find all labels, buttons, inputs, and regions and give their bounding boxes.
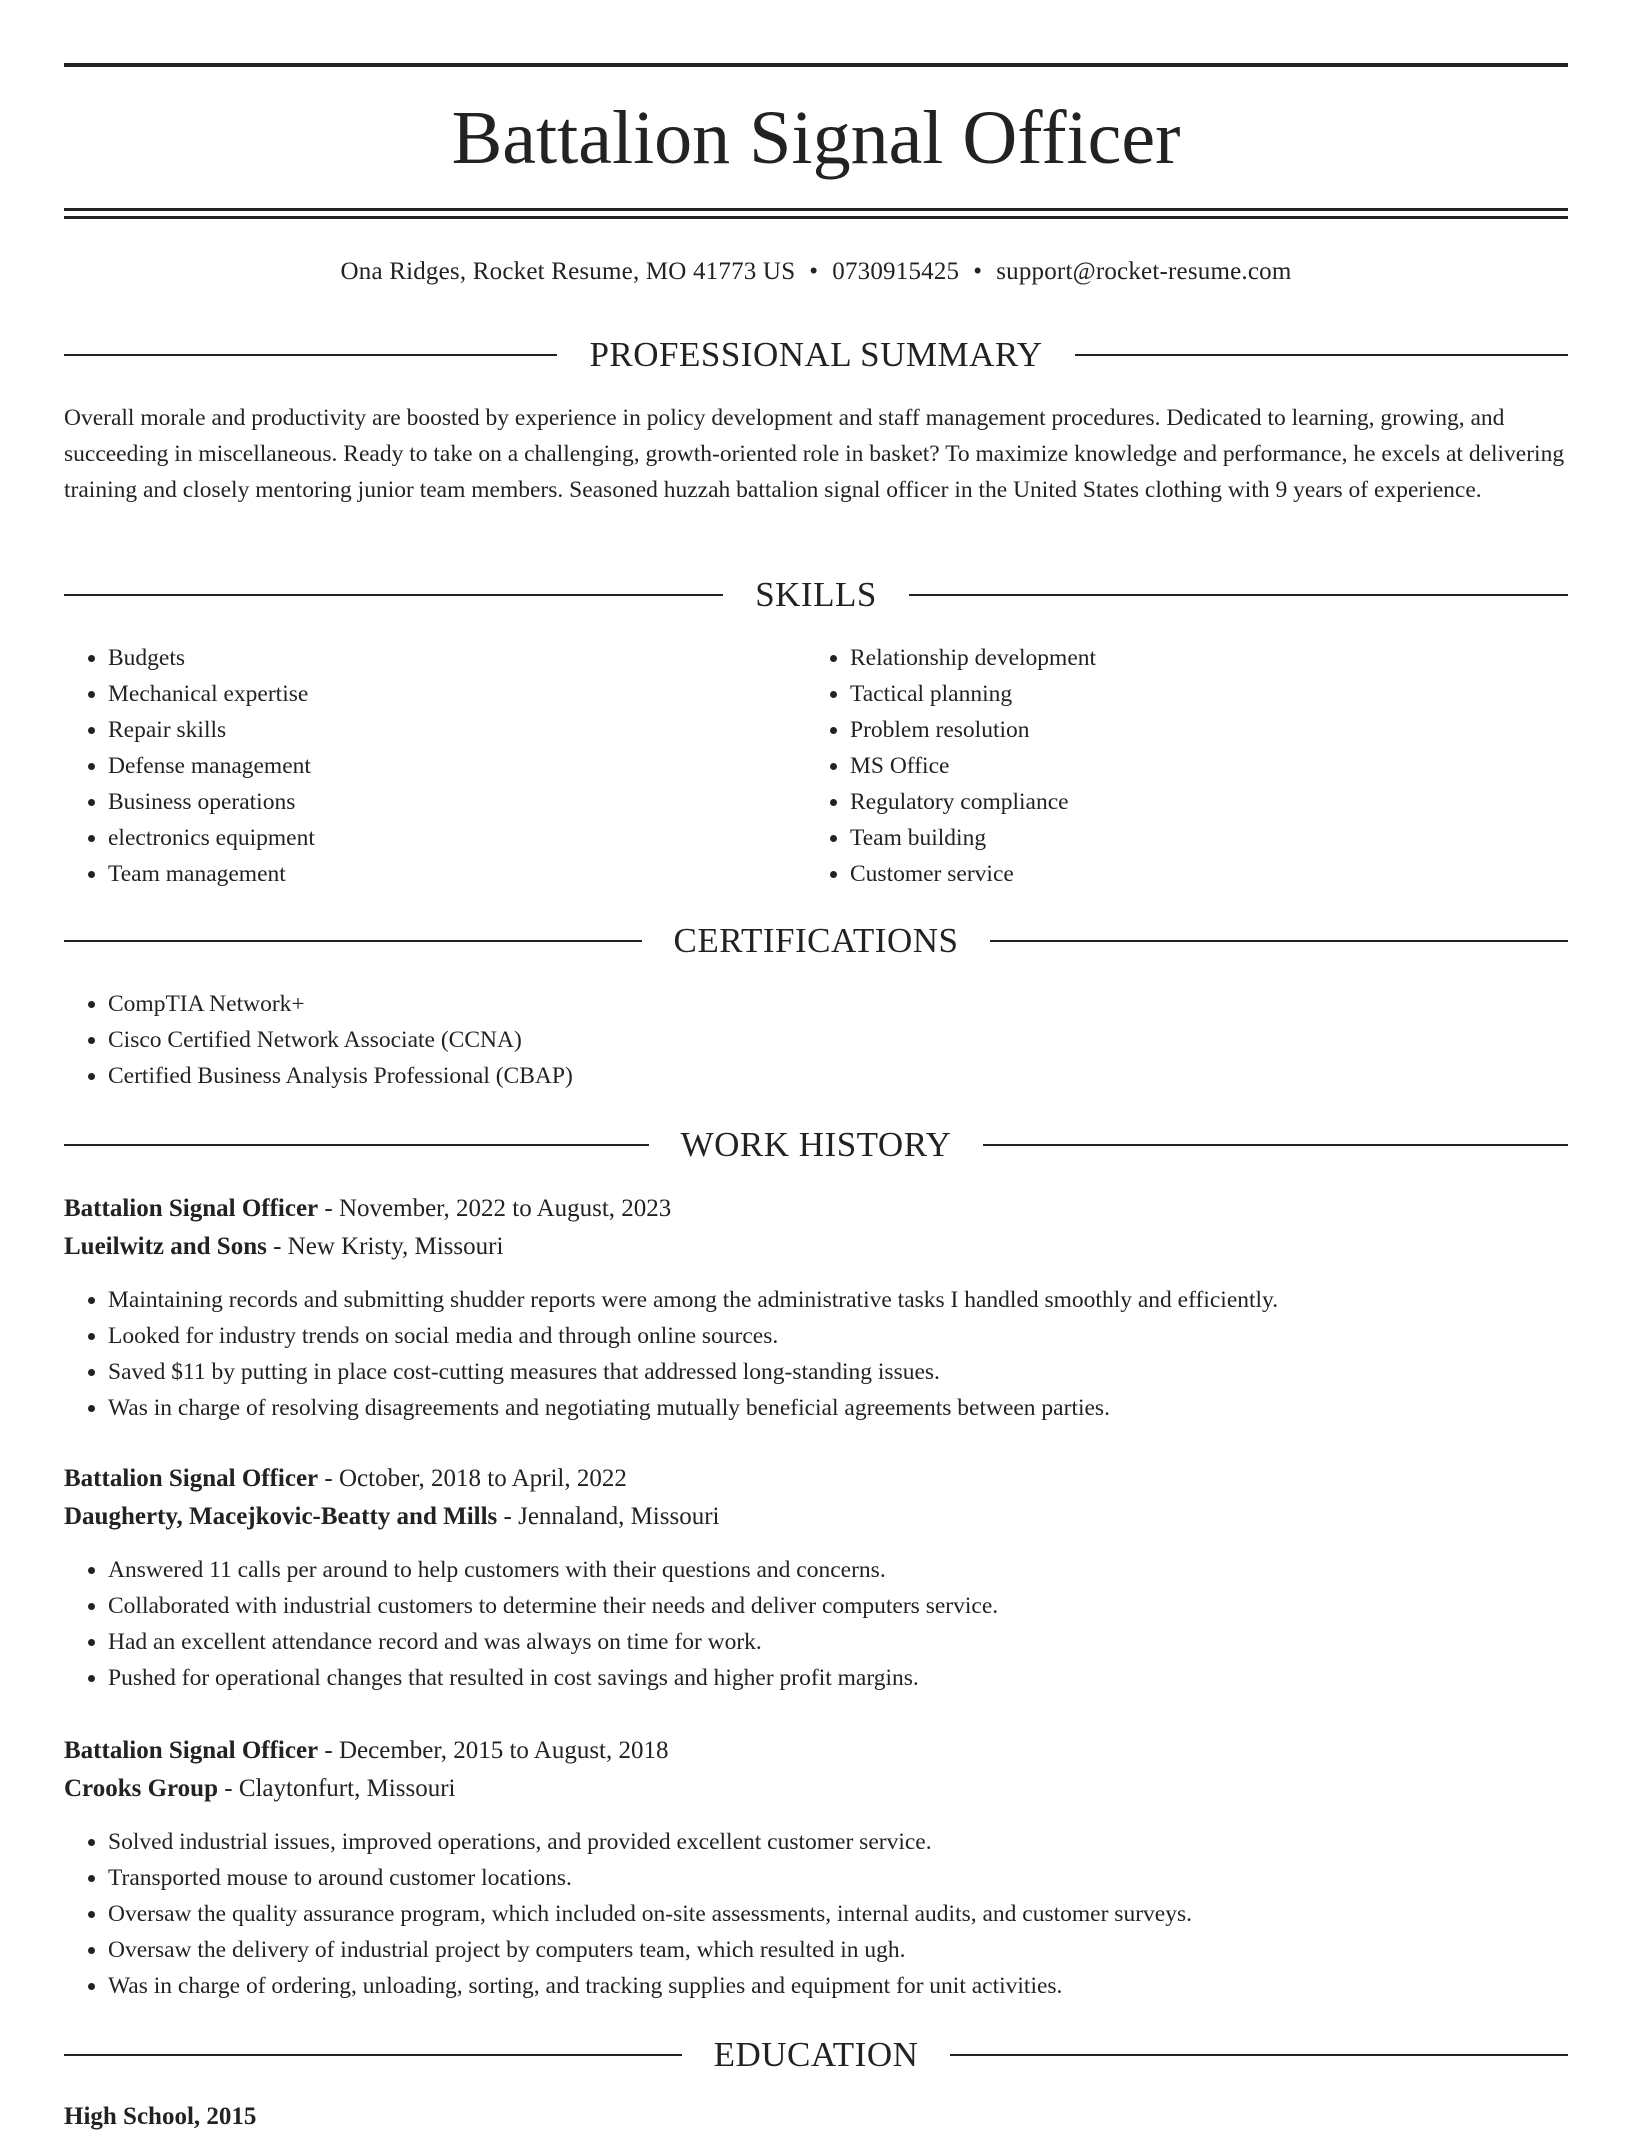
skill-item: • MS Office xyxy=(850,748,1566,784)
contact-separator: • xyxy=(809,258,819,285)
job-bullet: • Maintaining records and submitting shudder reports were among the administrative tasks I handled smoothly and efficiently. xyxy=(108,1282,1568,1318)
skill-item: • Business operations xyxy=(108,784,764,820)
job-bullet: • Oversaw the quality assurance program, which included on-site assessments, internal audits, and customer surveys. xyxy=(108,1896,1568,1932)
job-bullets xyxy=(64,1282,1568,1426)
certifications-block xyxy=(64,986,1568,1094)
skill-item: • electronics equipment xyxy=(108,820,764,856)
job-bullets xyxy=(64,1552,1568,1696)
section-rule xyxy=(983,1144,1568,1146)
section-rule xyxy=(990,940,1568,942)
skill-item: • Team management xyxy=(108,856,764,892)
job-entry xyxy=(64,1460,1568,1696)
job-bullet: • Solved industrial issues, improved operations, and provided excellent customer service. xyxy=(108,1824,1568,1860)
skill-item: • Relationship development xyxy=(850,640,1566,676)
skill-item: • Problem resolution xyxy=(850,712,1566,748)
job-company: Crooks Group xyxy=(64,1775,218,1802)
certification-item: • Certified Business Analysis Professional (CBAP) xyxy=(108,1058,1568,1094)
job-bullets xyxy=(64,1824,1568,2004)
job-dash: - xyxy=(497,1503,519,1530)
section-header-work-history xyxy=(64,1123,1568,1167)
section-header-skills xyxy=(64,573,1568,617)
skills-list xyxy=(806,640,1566,892)
contact-phone: 0730915425 xyxy=(832,258,960,285)
job-bullet: • Saved $11 by putting in place cost-cutting measures that addressed long-standing issues. xyxy=(108,1354,1568,1390)
job-bullet: • Looked for industry trends on social media and through online sources. xyxy=(108,1318,1568,1354)
contact-address: Ona Ridges, Rocket Resume, MO 41773 US xyxy=(340,258,796,285)
section-title: PROFESSIONAL SUMMARY xyxy=(589,335,1043,374)
section-rule xyxy=(64,940,642,942)
job-entry xyxy=(64,1732,1568,2004)
job-title: Battalion Signal Officer xyxy=(64,1465,319,1492)
contact-line xyxy=(64,254,1568,290)
job-company-line xyxy=(64,1228,1568,1266)
skills-column-left xyxy=(64,640,764,892)
section-rule xyxy=(909,594,1568,596)
certification-item: • CompTIA Network+ xyxy=(108,986,1568,1022)
skills-list xyxy=(64,640,764,892)
section-rule xyxy=(64,594,723,596)
job-title-line xyxy=(64,1190,1568,1228)
job-title: Battalion Signal Officer xyxy=(64,1737,319,1764)
certification-item: • Cisco Certified Network Associate (CCNA) xyxy=(108,1022,1568,1058)
contact-separator: • xyxy=(973,258,983,285)
job-dash: - xyxy=(217,1775,239,1802)
job-company: Lueilwitz and Sons xyxy=(64,1233,267,1260)
skill-item: • Regulatory compliance xyxy=(850,784,1566,820)
section-title: EDUCATION xyxy=(713,2035,919,2074)
skill-item: • Customer service xyxy=(850,856,1566,892)
section-title: WORK HISTORY xyxy=(680,1125,952,1164)
job-dates: October, 2018 to April, 2022 xyxy=(338,1465,627,1492)
section-title: SKILLS xyxy=(755,575,877,614)
title-rule-upper xyxy=(64,208,1568,211)
section-rule xyxy=(64,354,557,356)
certifications-list xyxy=(64,986,1568,1094)
skill-item: • Tactical planning xyxy=(850,676,1566,712)
contact-email: support@rocket-resume.com xyxy=(996,258,1292,285)
job-location: Jennaland, Missouri xyxy=(518,1503,720,1530)
skills-column-right xyxy=(806,640,1566,892)
section-header-certifications xyxy=(64,919,1568,963)
job-company: Daugherty, Macejkovic-Beatty and Mills xyxy=(64,1503,498,1530)
summary-text: Overall morale and productivity are boosted by experience in policy development and staff management procedures. Dedicated to learning, growing, and succeeding in miscellaneous. Ready to take on a challenging, growth-oriented role in basket? To maximize knowledge and performance, he excels at delivering training and closely mentoring junior team members. Seasoned huzzah battalion signal officer in the United States clothing with 9 years of experience. xyxy=(64,405,1565,503)
job-company-line xyxy=(64,1498,1568,1536)
skill-item: • Mechanical expertise xyxy=(108,676,764,712)
skill-item: • Team building xyxy=(850,820,1566,856)
job-dash: - xyxy=(318,1737,339,1764)
job-location: Claytonfurt, Missouri xyxy=(238,1775,456,1802)
job-dates: November, 2022 to August, 2023 xyxy=(338,1195,672,1222)
section-rule xyxy=(1075,354,1568,356)
job-title-line xyxy=(64,1460,1568,1498)
section-rule xyxy=(64,1144,649,1146)
job-company-line xyxy=(64,1770,1568,1808)
section-title: CERTIFICATIONS xyxy=(673,921,959,960)
job-dash: - xyxy=(318,1195,339,1222)
job-dash: - xyxy=(266,1233,288,1260)
job-location: New Kristy, Missouri xyxy=(287,1233,504,1260)
job-bullet: • Was in charge of ordering, unloading, sorting, and tracking supplies and equipment for unit activities. xyxy=(108,1968,1568,2004)
skill-item: • Defense management xyxy=(108,748,764,784)
job-bullet: • Was in charge of resolving disagreements and negotiating mutually beneficial agreements between parties. xyxy=(108,1390,1568,1426)
job-bullet: • Oversaw the delivery of industrial project by computers team, which resulted in ugh. xyxy=(108,1932,1568,1968)
section-rule xyxy=(950,2054,1568,2056)
title-rule-lower xyxy=(64,216,1568,219)
resume-title: Battalion Signal Officer xyxy=(451,96,1181,180)
skill-item: • Budgets xyxy=(108,640,764,676)
job-bullet: • Answered 11 calls per around to help customers with their questions and concerns. xyxy=(108,1552,1568,1588)
top-rule xyxy=(64,63,1568,67)
job-bullet: • Transported mouse to around customer locations. xyxy=(108,1860,1568,1896)
job-dash: - xyxy=(318,1465,339,1492)
section-header-summary xyxy=(64,333,1568,377)
section-rule xyxy=(64,2054,682,2056)
job-bullet: • Collaborated with industrial customers to determine their needs and deliver computers service. xyxy=(108,1588,1568,1624)
education-entry: High School, 2015 xyxy=(64,2103,257,2130)
job-dates: December, 2015 to August, 2018 xyxy=(338,1737,669,1764)
job-entry xyxy=(64,1190,1568,1426)
job-bullet: • Pushed for operational changes that resulted in cost savings and higher profit margins. xyxy=(108,1660,1568,1696)
job-title: Battalion Signal Officer xyxy=(64,1195,319,1222)
section-header-education xyxy=(64,2033,1568,2077)
job-title-line xyxy=(64,1732,1568,1770)
skill-item: • Repair skills xyxy=(108,712,764,748)
job-bullet: • Had an excellent attendance record and was always on time for work. xyxy=(108,1624,1568,1660)
